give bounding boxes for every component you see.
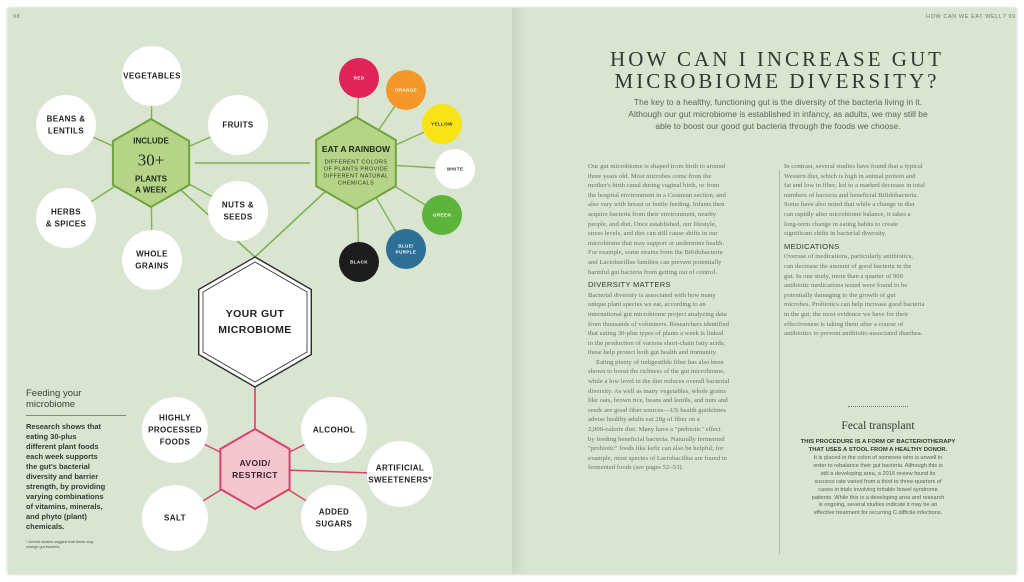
intro-line: The key to a healthy, functioning gut is the diversity of the bacteria living in it. bbox=[633, 97, 923, 107]
text-line: from thousands of volunteers. Researchers identified bbox=[588, 320, 730, 328]
text-line: gut. In one study, more than a quarter of 900 bbox=[784, 272, 903, 280]
include-label: A WEEK bbox=[135, 185, 167, 195]
text-line: antibiotic medications tested were found to be bbox=[784, 282, 908, 290]
running-head-text: HOW CAN WE EAT WELL? bbox=[926, 14, 1007, 20]
box-line: effective treatment for recurring C.difficile infections. bbox=[813, 510, 943, 517]
heading-diversity-matters: DIVERSITY MATTERS bbox=[588, 280, 671, 290]
item-label-fruits: FRUITS bbox=[222, 120, 254, 130]
text-line: people, and diet. Once established, our lifestyle, bbox=[588, 220, 717, 228]
color-label-white: WHITE bbox=[446, 166, 464, 172]
article-title bbox=[592, 48, 962, 92]
color-label-blue: PURPLE bbox=[395, 249, 417, 255]
text-line: also vary with breast or bottle feeding. Infants then bbox=[588, 201, 725, 209]
page-number-left: 98 bbox=[13, 14, 21, 20]
item-label-salt: SALT bbox=[164, 513, 186, 523]
book-spread bbox=[8, 8, 1016, 574]
heading-medications: MEDICATIONS bbox=[784, 241, 840, 251]
rainbow-subtext: DIFFERENT NATURAL bbox=[323, 173, 389, 180]
dotted-separator bbox=[848, 406, 908, 408]
item-label-herbs: HERBS bbox=[50, 207, 82, 217]
color-label-blue: BLUE/ bbox=[398, 243, 414, 249]
item-circle-herbs bbox=[36, 188, 96, 248]
item-label-processed: FOODS bbox=[159, 437, 191, 447]
text-line: Western diet, which is high in animal protein and bbox=[784, 172, 916, 180]
text-line: advise healthy adults eat 28g of fiber on a bbox=[588, 416, 700, 424]
text-line: fat and low in fiber, led to a marked decrease in total bbox=[784, 182, 925, 190]
paragraph-medications bbox=[784, 252, 974, 338]
caption-footnote bbox=[26, 540, 126, 550]
item-label-vegetables: VEGETABLES bbox=[123, 71, 181, 81]
text-line: in the gut; the most evidence we have for their bbox=[784, 310, 909, 318]
avoid-label: RESTRICT bbox=[232, 470, 278, 480]
text-line: that eating 30-plus types of plants a week is linked bbox=[588, 330, 724, 338]
caption-line: Research shows that bbox=[26, 422, 102, 431]
text-line: these help protect both gut health and immunity. bbox=[588, 349, 718, 357]
item-label-beans: LENTILS bbox=[47, 126, 85, 136]
text-line: effectiveness is taking them after a course of bbox=[784, 320, 904, 328]
fecal-transplant-body bbox=[792, 455, 964, 518]
article-intro bbox=[596, 96, 960, 132]
box-line: still a developing area, a 2016 review found its bbox=[820, 470, 936, 477]
page-number-right: 99 bbox=[1008, 14, 1016, 20]
text-line: Overuse of medications, particularly antibiotics, bbox=[784, 253, 913, 261]
running-head bbox=[926, 14, 1016, 20]
item-label-processed: HIGHLY bbox=[159, 413, 191, 423]
caption-line: and phyto (plant) bbox=[26, 512, 87, 521]
item-label-sugars: ADDED bbox=[318, 507, 350, 517]
avoid-hexagon bbox=[220, 429, 289, 509]
column-divider bbox=[779, 170, 780, 554]
rainbow-subtext: DIFFERENT COLORS bbox=[324, 159, 388, 166]
article-title-line: MICROBIOME DIVERSITY? bbox=[614, 69, 940, 93]
caption-line: varying combinations bbox=[26, 492, 104, 501]
caption-line: strength, by providing bbox=[26, 482, 106, 491]
caption-title-line: Feeding your bbox=[26, 388, 82, 399]
color-label-yellow: YELLOW bbox=[431, 121, 453, 127]
text-line: the hospital environment in a Cesarean section, and bbox=[588, 191, 726, 199]
item-label-alcohol: ALCOHOL bbox=[312, 425, 356, 435]
caption-line: eating 30-plus bbox=[26, 432, 77, 441]
footnote-line: change gut bacteria bbox=[26, 545, 60, 549]
item-label-processed: PROCESSED bbox=[148, 425, 202, 435]
caption-line: the gut's bacterial bbox=[26, 462, 90, 471]
text-line: numbers of bacteria and beneficial Bifidobacteria. bbox=[784, 191, 919, 199]
text-line: like oats, brown rice, beans and lentils, and nuts and bbox=[588, 397, 728, 405]
item-label-sweeteners: ARTIFICIAL bbox=[375, 463, 425, 473]
text-line: Eating plenty of indigestible fiber has also been bbox=[596, 358, 724, 366]
text-line: diversity. As well as many vegetables, whole grains bbox=[588, 387, 726, 395]
text-line: 2,000-calorie diet. Many have a "prebiotic" effect bbox=[588, 426, 721, 434]
caption-rule bbox=[26, 415, 126, 416]
item-label-sweeteners: SWEETENERS* bbox=[368, 475, 432, 485]
text-line: microbiome that may support or undermine health. bbox=[588, 239, 725, 247]
caption-body bbox=[26, 422, 126, 532]
item-circle-beans bbox=[36, 95, 96, 155]
text-line: For example, some strains from the Bifidobacteria bbox=[588, 249, 723, 257]
text-line: while a low level in the diet reduces overall bacterial bbox=[588, 378, 730, 386]
paragraph-fiber bbox=[588, 358, 774, 473]
intro-line: Although our gut microbiome is established in infancy, as adults, we may still be bbox=[628, 109, 928, 119]
item-label-herbs: & SPICES bbox=[45, 219, 87, 229]
rainbow-subtext: OF PLANTS PROVIDE bbox=[323, 166, 389, 173]
box-line: It is placed in the colon of someone who is unwell in bbox=[813, 455, 943, 461]
color-label-green: GREEN bbox=[432, 212, 452, 218]
microbiome-label: YOUR GUT bbox=[225, 308, 285, 320]
text-line: seeds are good fiber sources—US health guidelines bbox=[588, 406, 726, 414]
item-label-beans: BEANS & bbox=[46, 114, 86, 124]
text-line: antibiotics to prevent antibiotic-associated diarrhea. bbox=[784, 330, 923, 338]
text-line: to the production of various short-chain fatty acids; bbox=[588, 339, 726, 347]
fecal-transplant-title: Fecal transplant bbox=[841, 420, 915, 432]
text-line: three years old. Most microbes come from the bbox=[588, 172, 712, 180]
paragraph-western-diet bbox=[784, 162, 974, 239]
text-line: significant shifts in bacterial diversity. bbox=[784, 230, 887, 238]
article-column-1 bbox=[588, 162, 774, 473]
box-line: success rate varied from a third to three-quarters of bbox=[814, 478, 942, 485]
article-column-2 bbox=[784, 162, 974, 339]
item-label-sugars: SUGARS bbox=[315, 519, 353, 529]
text-line: Some have also noted that while a change in diet bbox=[784, 201, 915, 209]
caption-line: each week supports bbox=[26, 452, 98, 461]
text-line: potentially damaging to the growth of gut bbox=[784, 291, 896, 299]
text-line: In contrast, several studies have found that a typical bbox=[784, 163, 923, 170]
rainbow-title: EAT A RAINBOW bbox=[321, 144, 391, 154]
include-label: PLANTS bbox=[135, 174, 167, 184]
caption-line: chemicals. bbox=[26, 522, 65, 531]
lead-line: THIS PROCEDURE IS A FORM OF BACTERIOTHERAPY bbox=[800, 439, 956, 445]
paragraph-diversity bbox=[588, 291, 774, 358]
item-label-nuts: SEEDS bbox=[223, 212, 253, 222]
text-line: stress levels, and diet can still cause shifts in our bbox=[588, 230, 718, 238]
color-label-red: RED bbox=[353, 75, 365, 81]
text-line: can decrease the amount of good bacteria in the bbox=[784, 262, 912, 270]
box-line: patients. While this is a developing area and research bbox=[811, 494, 945, 501]
item-label-nuts: NUTS & bbox=[221, 200, 255, 210]
lead-line: THAT USES A STOOL FROM A HEALTHY DONOR. bbox=[808, 446, 948, 453]
fecal-transplant-lead bbox=[788, 439, 968, 454]
box-line: is ongoing, several studies indicate it may be an bbox=[818, 502, 938, 509]
text-line: harmful gut bacteria from getting out of control. bbox=[588, 268, 717, 276]
include-label: INCLUDE bbox=[133, 136, 169, 146]
text-line: fermented foods (see pages 52–53). bbox=[588, 464, 684, 472]
caption-line: diversity and barrier bbox=[26, 472, 99, 481]
text-line: unique plant species we eat, according to an bbox=[588, 301, 706, 309]
caption-line: different plant foods bbox=[26, 442, 99, 451]
text-line: example, most species of Lactobacillus are found in bbox=[588, 454, 727, 462]
text-line: acquire bacteria from their environment, nearby bbox=[588, 210, 717, 218]
footnote-line: * Animal studies suggest that these may bbox=[26, 540, 94, 544]
include-number: 30+ bbox=[137, 150, 165, 170]
caption-title bbox=[26, 388, 126, 410]
item-circle-grains bbox=[122, 230, 182, 290]
avoid-label: AVOID/ bbox=[239, 458, 271, 468]
intro-line: able to boost our good gut bacteria through the foods we choose. bbox=[655, 121, 901, 131]
microbiome-label: MICROBIOME bbox=[218, 324, 292, 336]
text-line: Our gut microbiome is shaped from birth to around bbox=[588, 163, 726, 170]
item-label-grains: GRAINS bbox=[135, 261, 169, 271]
paragraph-birth bbox=[588, 162, 774, 277]
box-line: cases in trials involving irritable bowel syndrome bbox=[818, 486, 938, 493]
text-line: mother's birth canal during vaginal birth, or from bbox=[588, 182, 720, 190]
microbiome-hexagon bbox=[199, 257, 312, 387]
item-circle-nuts bbox=[208, 181, 268, 241]
caption-line: of vitamins, minerals, bbox=[26, 502, 103, 511]
text-line: Bacterial diversity is associated with how many bbox=[588, 291, 716, 299]
gutter-shadow bbox=[512, 8, 538, 574]
text-line: and Lactobacillus families can prevent potentially bbox=[588, 258, 722, 266]
caption-feeding-microbiome bbox=[26, 388, 126, 550]
item-circle-sugars bbox=[301, 485, 367, 551]
text-line: can rapidly alter microbiome balance, it takes a bbox=[784, 210, 911, 218]
text-line: international gut microbiome project analyzing data bbox=[588, 310, 727, 318]
item-circle-sweeteners bbox=[367, 441, 433, 507]
item-label-grains: WHOLE bbox=[136, 249, 168, 259]
text-line: "probiotic" foods like kefir can also be helpful; for bbox=[588, 445, 724, 453]
color-label-orange: ORANGE bbox=[394, 87, 418, 93]
box-line: order to rebalance their gut bacteria. Although this is bbox=[813, 462, 943, 469]
rainbow-subtext: CHEMICALS bbox=[337, 180, 375, 187]
text-line: shown to boost the richness of the gut microbiome, bbox=[588, 368, 725, 376]
article-title-line: HOW CAN I INCREASE GUT bbox=[610, 47, 944, 71]
caption-title-line: microbiome bbox=[26, 399, 76, 410]
text-line: long-term change in eating habits to create bbox=[784, 220, 899, 228]
color-label-black: BLACK bbox=[350, 259, 368, 265]
text-line: by feeding beneficial bacteria. Naturally fermented bbox=[588, 435, 725, 443]
text-line: microbes. Probiotics can help increase good bacteria bbox=[784, 301, 925, 309]
